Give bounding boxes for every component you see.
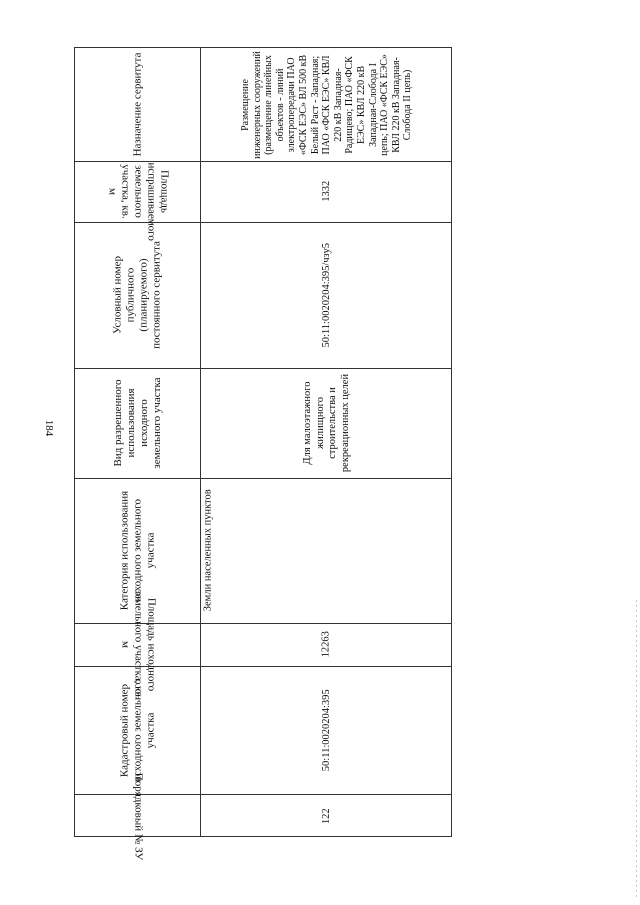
value-area-encumbered: 1332 [320, 181, 332, 202]
value-index: 122 [320, 808, 332, 824]
header-area-encumbered: Площадь испрашиваемого земельного участка, кв. м [106, 162, 170, 241]
header-purpose: Назначение сервитута [131, 52, 143, 157]
header-category: Категория использования исходного земельного участка [118, 490, 156, 611]
value-conditional-number: 50:11:0020204:395/чзу5 [320, 242, 332, 348]
value-permitted-use: Для малоэтажного жилищного строительства и рекреационных целей [301, 373, 350, 473]
scan-edge [636, 600, 637, 900]
value-cadastral: 50:11:0020204:395 [320, 689, 332, 771]
value-category: Земли населенных пунктов [202, 489, 214, 612]
value-area-source: 12263 [320, 631, 332, 658]
header-cadastral: Кадастровый номер исходного земельного участка [118, 678, 156, 782]
header-conditional-number: Условный номер публичного (планируемого) постоянного сервитута [111, 241, 163, 349]
header-permitted-use: Вид разрешенного использования исходного земельного участка [111, 377, 163, 469]
page-number: 184 [43, 419, 55, 437]
header-index: Порядковый № ЗУ [132, 772, 144, 860]
header-area-source: Площадь исходного земельного участка, кв. м [119, 589, 157, 700]
servitude-table [74, 47, 452, 860]
value-purpose: Размещение инженерных сооружений (размещение линейных объектов - линий электропередачи ПАО «ФСК ЕЭС» ВЛ 500 кВ Белый Раст - Западная; ПАО «ФСК ЕЭС» КВЛ 220 кВ Западная-Радищево; ПАО «ФСК ЕЭС» КВЛ 220 кВ Западная-Слобода I цепь; ПАО «ФСК ЕЭС» КВЛ 220 кВ Западная-Слобода II цепь) [239, 50, 413, 159]
